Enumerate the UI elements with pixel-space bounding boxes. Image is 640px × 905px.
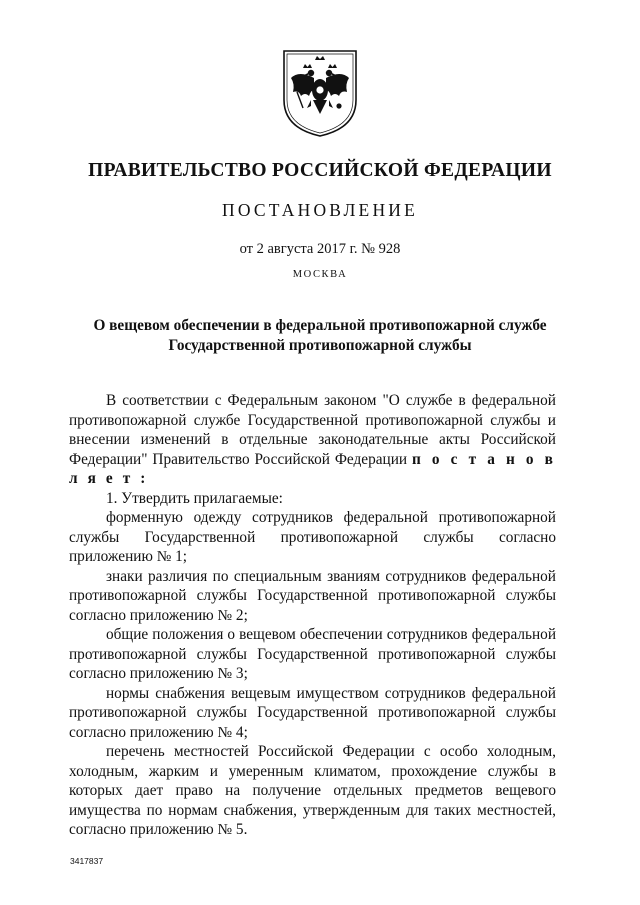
government-title: ПРАВИТЕЛЬСТВО РОССИЙСКОЙ ФЕДЕРАЦИИ: [88, 160, 552, 181]
intro-text: В соответствии с Федеральным законом "О службе в федеральной противопожарной службе Государственной противопожарной службы и внесении изменений в отдельные законодательные акты Российской Федерации" Правительство Российской Федерации: [69, 392, 556, 468]
appendix-5-paragraph: перечень местностей Российской Федерации с особо холодным, холодным, жарким и умеренным климатом, прохождение службы в которых дает право на получение отдельных предметов вещевого имущества по нормам снабжения, утвержденным для таких местностей, согласно приложению № 5.: [69, 743, 556, 838]
document-city: МОСКВА: [292, 269, 348, 280]
coat-of-arms-icon: [281, 48, 359, 138]
appendix-4-paragraph: нормы снабжения вещевым имуществом сотрудников федеральной противопожарной службы Государственной противопожарной службы согласно приложению № 4;: [69, 684, 556, 741]
document-body: [69, 391, 556, 840]
appendix-2-paragraph: знаки различия по специальным званиям сотрудников федеральной противопожарной службы Государственной противопожарной службы согласно приложению № 2;: [69, 567, 556, 624]
document-type: ПОСТАНОВЛЕНИЕ: [221, 200, 419, 220]
document-subject: [0, 316, 640, 356]
document-date-number: от 2 августа 2017 г. № 928: [239, 241, 401, 257]
appendix-1-paragraph: форменную одежду сотрудников федеральной противопожарной службы Государственной противопожарной службы согласно приложению № 1;: [69, 509, 556, 565]
subject-line-2: Государственной противопожарной службы: [168, 337, 472, 354]
appendix-3-paragraph: общие положения о вещевом обеспечении сотрудников федеральной противопожарной службы Государственной противопожарной службы согласно приложению № 3;: [69, 626, 556, 682]
intro-paragraph: [69, 391, 556, 489]
subject-line-1: О вещевом обеспечении в федеральной противопожарной службе: [93, 317, 547, 334]
decides-word: п о с т а н о в л я е т :: [69, 450, 556, 487]
document-serial-number: 3417837: [70, 856, 104, 866]
item-1-paragraph: 1. Утвердить прилагаемые:: [106, 489, 283, 507]
